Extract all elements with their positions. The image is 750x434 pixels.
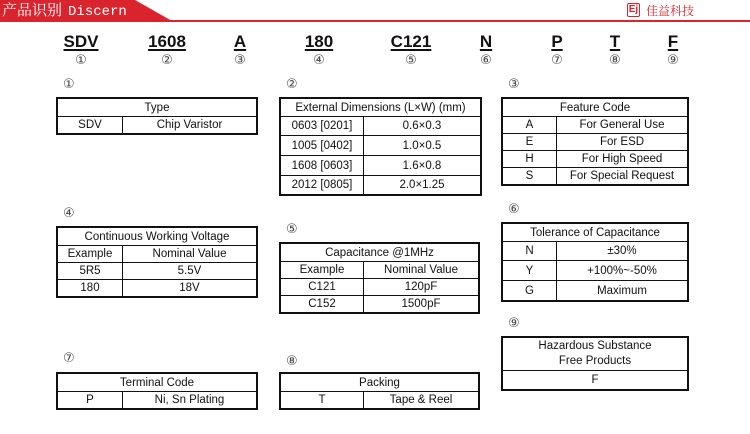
feature-desc: For General Use (557, 117, 689, 134)
table-header-row (280, 262, 479, 279)
feature-desc: For Special Request (557, 168, 689, 186)
section-number-feature: ③ (508, 77, 520, 92)
dimension-code: 1608 [0603] (280, 156, 364, 176)
tolerance-code: Y (502, 261, 557, 281)
table-row (57, 392, 257, 410)
header-rule (0, 20, 750, 22)
terminal-table-title: Terminal Code (57, 373, 257, 392)
part-code-4: 180 ④ (304, 32, 334, 68)
hazardous-table-title (502, 337, 688, 371)
type-table (56, 97, 258, 135)
voltage-example: 180 (57, 280, 123, 298)
terminal-desc: Ni, Sn Plating (123, 392, 258, 410)
table-row (280, 136, 481, 156)
voltage-value: 18V (123, 280, 258, 298)
part-code-9: F ⑨ (667, 32, 679, 68)
table-row (280, 156, 481, 176)
section-number-voltage: ④ (63, 206, 75, 221)
section-number-dimensions: ② (286, 77, 298, 92)
feature-code: H (502, 151, 557, 168)
voltage-value: 5.5V (123, 263, 258, 280)
table-row (280, 117, 481, 136)
table-row (502, 151, 688, 168)
capacitance-example: C121 (280, 279, 364, 296)
part-code-2: 1608 ② (148, 32, 186, 68)
table-header-row (57, 246, 257, 263)
dimension-code: 0603 [0201] (280, 117, 364, 136)
terminal-table (56, 372, 258, 410)
tolerance-value: ±30% (557, 242, 689, 261)
table-row (57, 280, 257, 298)
page-title-cn: 产品识别 (2, 1, 63, 19)
table-row (502, 117, 688, 134)
dimension-value: 1.6×0.8 (364, 156, 482, 176)
page-title (2, 1, 127, 21)
table-row (280, 392, 479, 410)
section-number-tolerance: ⑥ (508, 202, 520, 217)
packing-table (279, 372, 480, 410)
dimensions-table (279, 97, 482, 196)
section-number-terminal: ⑦ (63, 351, 75, 366)
capacitance-table (279, 242, 480, 314)
part-code-7: P ⑦ (551, 32, 563, 68)
voltage-example: 5R5 (57, 263, 123, 280)
brand-name: 佳益科技 (646, 3, 695, 18)
table-row (502, 371, 688, 391)
section-number-capacitance: ⑤ (286, 222, 298, 237)
dimensions-table-title: External Dimensions (L×W) (mm) (280, 98, 481, 117)
section-number-packing: ⑧ (286, 354, 298, 369)
type-desc: Chip Varistor (123, 117, 258, 135)
header-banner (0, 0, 175, 21)
column-header: Nominal Value (123, 246, 258, 263)
packing-code: T (280, 392, 364, 410)
capacitance-value: 1500pF (364, 296, 480, 314)
feature-table-title: Feature Code (502, 98, 688, 117)
voltage-table-title: Continuous Working Voltage (57, 227, 257, 246)
type-table-title: Type (57, 98, 257, 117)
part-code-6: N ⑥ (479, 32, 493, 68)
page-title-en: Discern (68, 4, 127, 20)
tolerance-code: N (502, 242, 557, 261)
packing-desc: Tape & Reel (364, 392, 480, 410)
capacitance-example: C152 (280, 296, 364, 314)
feature-code: E (502, 134, 557, 151)
dimension-code: 1005 [0402] (280, 136, 364, 156)
part-code-5: C121 ⑤ (390, 32, 432, 68)
capacitance-table-title: Capacitance @1MHz (280, 243, 479, 262)
tolerance-table-title: Tolerance of Capacitance (502, 223, 688, 242)
feature-desc: For ESD (557, 134, 689, 151)
table-row (502, 281, 688, 302)
table-row (57, 117, 257, 135)
dimension-value: 2.0×1.25 (364, 176, 482, 196)
feature-code: A (502, 117, 557, 134)
table-row (502, 134, 688, 151)
column-header: Example (280, 262, 364, 279)
dimension-value: 1.0×0.5 (364, 136, 482, 156)
tolerance-code: G (502, 281, 557, 302)
packing-table-title: Packing (280, 373, 479, 392)
type-code: SDV (57, 117, 123, 135)
dimension-code: 2012 [0805] (280, 176, 364, 196)
column-header: Example (57, 246, 123, 263)
section-number-type: ① (63, 77, 75, 92)
table-row (57, 263, 257, 280)
table-row (280, 176, 481, 196)
hazardous-table (501, 336, 689, 391)
table-row (502, 242, 688, 261)
column-header: Nominal Value (364, 262, 480, 279)
part-code-8: T ⑧ (609, 32, 621, 68)
hazardous-title-line2: Free Products (558, 355, 632, 367)
hazardous-title-line1: Hazardous Substance (538, 340, 652, 352)
hazardous-code: F (502, 371, 688, 391)
tolerance-value: Maximum (557, 281, 689, 302)
tolerance-value: +100%~-50% (557, 261, 689, 281)
part-code-1: SDV ① (63, 32, 99, 68)
table-row (502, 261, 688, 281)
table-row (280, 296, 479, 314)
logo-icon: Ej (628, 4, 639, 15)
feature-code: S (502, 168, 557, 186)
terminal-code: P (57, 392, 123, 410)
part-code-3: A ③ (233, 32, 247, 68)
feature-table (501, 97, 689, 186)
voltage-table (56, 226, 258, 298)
tolerance-table (501, 222, 689, 302)
capacitance-value: 120pF (364, 279, 480, 296)
section-number-hazardous: ⑨ (508, 316, 520, 331)
brand-logo (627, 2, 694, 18)
dimension-value: 0.6×0.3 (364, 117, 482, 136)
feature-desc: For High Speed (557, 151, 689, 168)
table-row (280, 279, 479, 296)
table-row (502, 168, 688, 186)
